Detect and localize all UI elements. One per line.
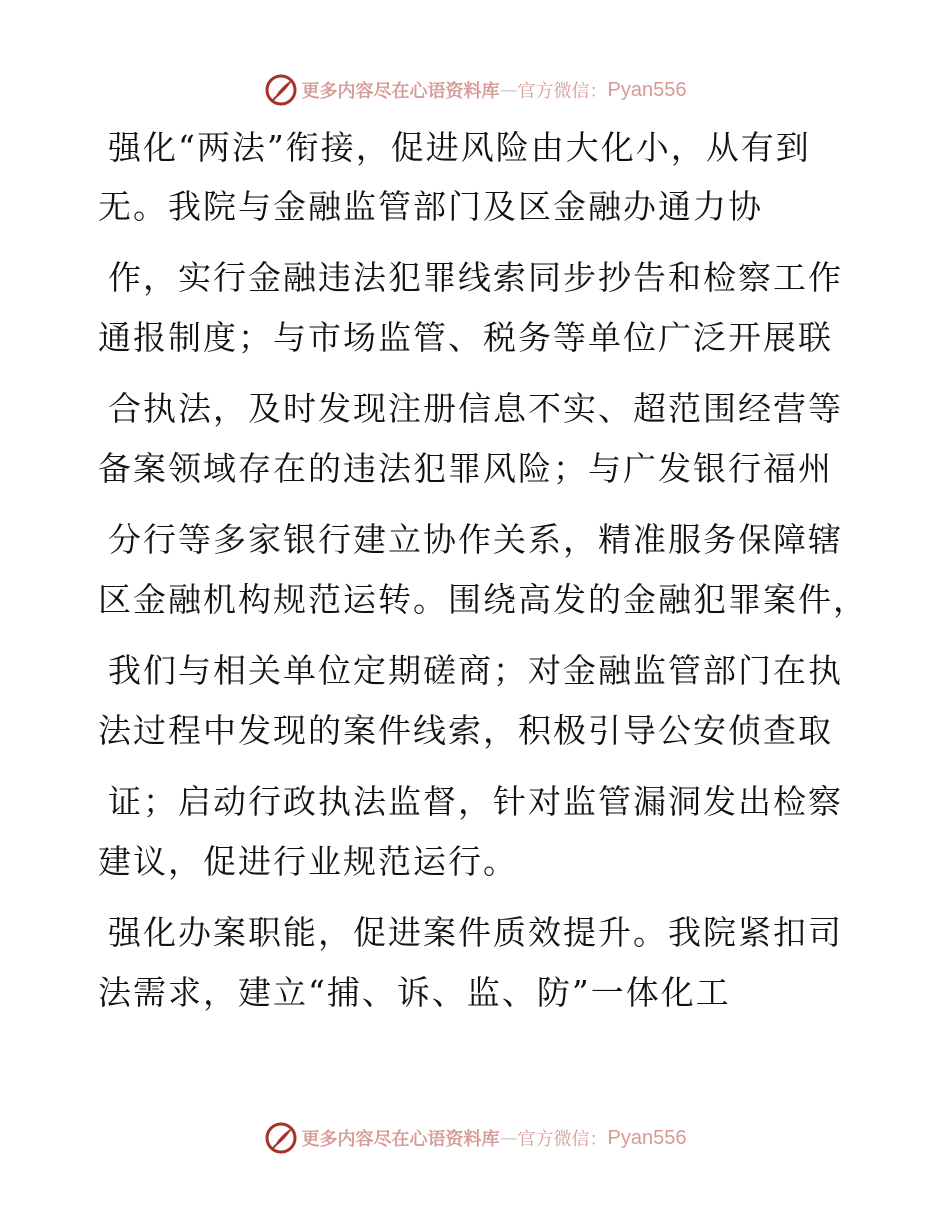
text-line: 通报制度；与市场监管、税务等单位广泛开展联 <box>98 318 833 357</box>
text-line: 强化“两法”衔接，促进风险由大化小，从有到 <box>108 128 811 167</box>
brand-name: 更多内容尽在心语资料库 <box>301 1129 500 1150</box>
wechat-label: 官方微信： <box>517 1129 608 1150</box>
header-watermark-banner <box>0 70 950 110</box>
text-line: 强化办案职能，促进案件质效提升。我院紧扣司 <box>108 913 843 952</box>
wechat-id: Pyan556 <box>607 78 687 101</box>
brand-name: 更多内容尽在心语资料库 <box>301 81 500 102</box>
wechat-id: Pyan556 <box>607 1126 687 1149</box>
text-line: 无。我院与金融监管部门及区金融办通力协 <box>98 187 763 226</box>
text-line: 我们与相关单位定期磋商；对金融监管部门在执 <box>108 651 843 690</box>
text-line: 作，实行金融违法犯罪线索同步抄告和检察工作 <box>108 258 843 297</box>
text-line: 合执法，及时发现注册信息不实、超范围经营等 <box>108 389 843 428</box>
wechat-label: 官方微信： <box>517 81 608 102</box>
footer-watermark-banner <box>0 1118 950 1158</box>
text-line: 法需求，建立“捕、诉、监、防”一体化工 <box>98 973 731 1012</box>
banner-separator: — <box>499 1127 518 1149</box>
banner-separator: — <box>499 79 518 101</box>
text-line: 区金融机构规范运转。围绕高发的金融犯罪案件， <box>98 580 868 619</box>
text-line: 证；启动行政执法监督，针对监管漏洞发出检察 <box>108 782 843 821</box>
text-line: 备案领域存在的违法犯罪风险；与广发银行福州 <box>98 449 833 488</box>
quill-logo-icon <box>264 73 298 107</box>
text-line: 分行等多家银行建立协作关系，精准服务保障辖 <box>108 520 843 559</box>
quill-logo-icon <box>264 1121 298 1155</box>
text-line: 建议，促进行业规范运行。 <box>98 842 518 881</box>
text-line: 法过程中发现的案件线索，积极引导公安侦查取 <box>98 711 833 750</box>
